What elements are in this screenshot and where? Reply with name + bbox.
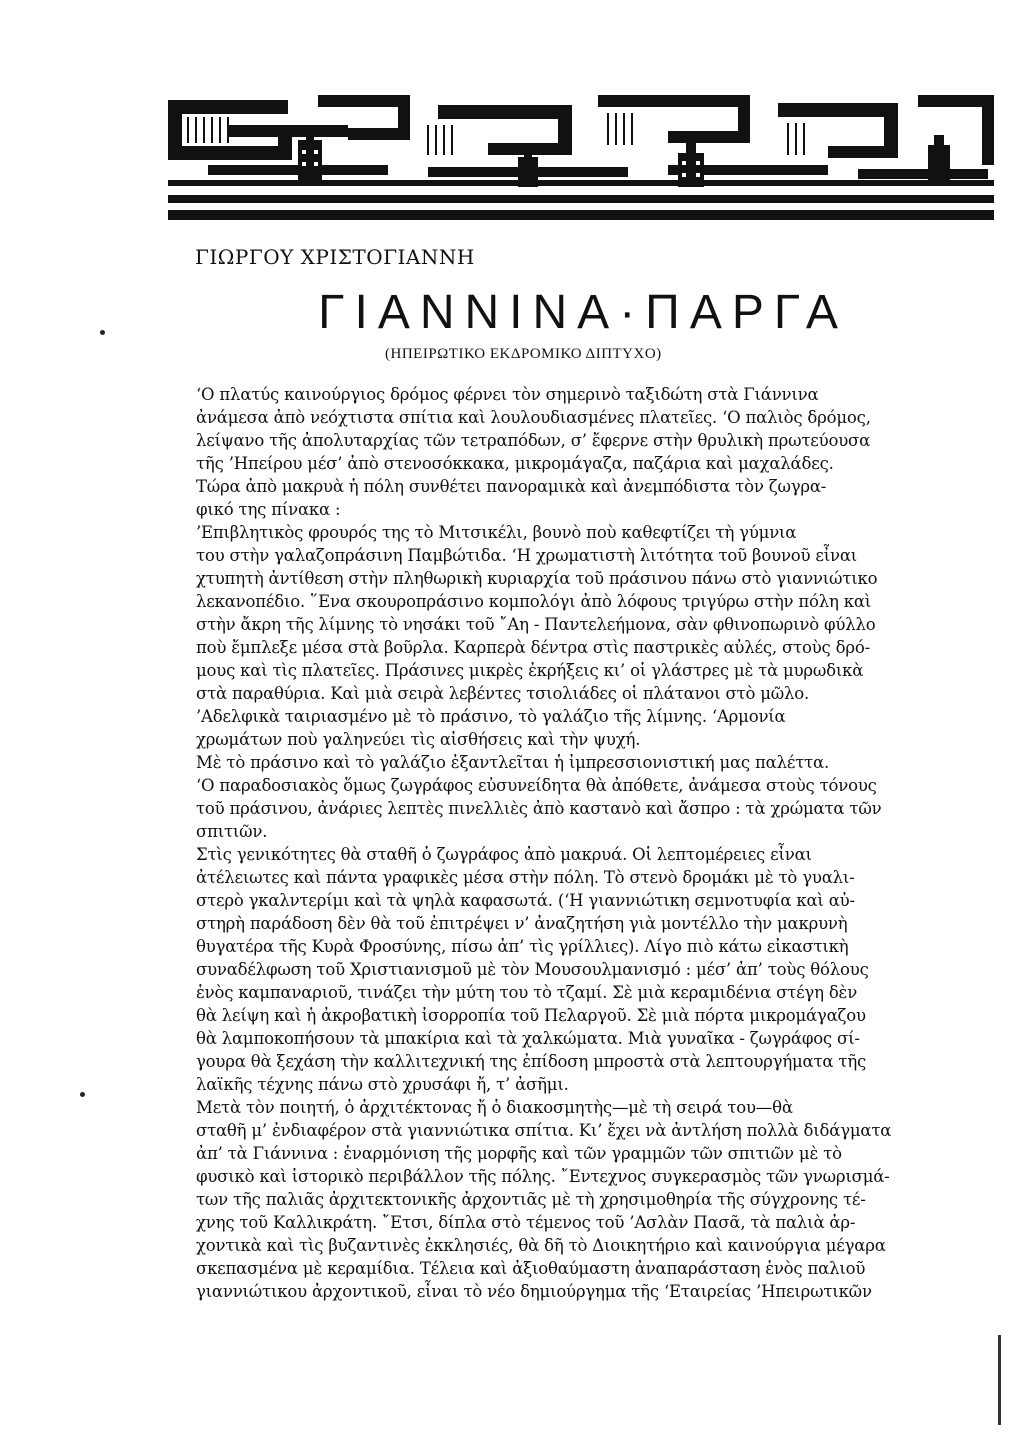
body-line: γιαννιώτικου ἀρχοντικοῦ, εἶναι τὸ νέο δημιούργημα τῆς ‘Εταιρείας ’Ηπειρωτικῶν: [196, 1282, 872, 1301]
body-line: σπιτιῶν.: [196, 822, 268, 841]
body-line: ἑνὸς καμπαναριοῦ, τινάζει τὴν μύτη του τὸ τζαμί. Σὲ μιὰ κεραμιδένια στέγη δὲν: [196, 983, 858, 1002]
body-line: χνης τοῦ Καλλικράτη. ῎Ετσι, δίπλα στὸ τέμενος τοῦ ’Ασλὰν Πασᾶ, τὰ παλιὰ ἀρ-: [196, 1213, 856, 1232]
body-line: ’Αδελφικὰ ταιριασμένο μὲ τὸ πράσινο, τὸ γαλάζιο τῆς λίμνης. ‘Αρμονία: [196, 707, 786, 726]
body-line: λαϊκῆς τέχνης πάνω στὸ χρυσάφι ἤ, τ’ ἀσῆμι.: [196, 1075, 569, 1094]
body-line: χοντικὰ καὶ τὶς βυζαντινὲς ἐκκλησιές, θὰ δῆ τὸ Διοικητήριο καὶ καινούργια μέγαρα: [196, 1236, 886, 1255]
body-line: μους καὶ τὶς πλατεῖες. Πράσινες μικρὲς ἐκρήξεις κι’ οἱ γλάστρες μὲ τὰ μυρωδικὰ: [196, 661, 864, 680]
body-line: θὰ λαμποκοπήσουν τὰ μπακίρια καὶ τὰ χαλκώματα. Μιὰ γυναῖκα - ζωγράφος σί-: [196, 1029, 860, 1048]
body-line: Μετὰ τὸν ποιητή, ὁ ἀρχιτέκτονας ἤ ὁ διακοσμητὴς—μὲ τὴ σειρά του—θὰ: [196, 1098, 793, 1117]
body-line: στὰ παραθύρια. Καὶ μιὰ σειρὰ λεβέντες τσιολιάδες οἱ πλάτανοι στὸ μῶλο.: [196, 684, 810, 703]
body-line: ἀτέλειωτες καὶ πάντα γραφικὲς μέσα στὴν πόλη. Τὸ στενὸ δρομάκι μὲ τὸ γυαλι-: [196, 868, 855, 887]
body-line: του στὴν γαλαζοπράσινη Παμβώτιδα. ‘Η χρωματιστὴ λιτότητα τοῦ βουνοῦ εἶναι: [196, 546, 858, 565]
body-line: σκεπασμένα μὲ κεραμίδια. Τέλεια καὶ ἀξιοθαύμαστη ἀναπαράσταση ἑνὸς παλιοῦ: [196, 1259, 866, 1278]
body-line: στὴν ἄκρη τῆς λίμνης τὸ νησάκι τοῦ ῎Αη - Παντελεήμονα, σὰν φθινοπωρινὸ φύλλο: [196, 615, 876, 634]
body-line: στηρὴ παράδοση δὲν θὰ τοῦ ἐπιτρέψει ν’ ἀναζητήση γιὰ μοντέλλο τὴν μακρυνὴ: [196, 914, 848, 933]
body-line: στερὸ γκαλντερίμι καὶ τὰ ψηλὰ καφασωτά. (‘Η γιαννιώτικη σεμνοτυφία καὶ αὐ-: [196, 891, 855, 910]
body-line: ‘Ο παραδοσιακὸς ὅμως ζωγράφος εὐσυνείδητα θὰ ἀπόθετε, ἀνάμεσα στοὺς τόνους: [196, 776, 877, 795]
body-line: των τῆς παλιᾶς ἀρχιτεκτονικῆς ἀρχοντιᾶς μὲ τὴ χρησιμοθηρία τῆς σύγχρονης τέ-: [196, 1190, 866, 1209]
body-line: ἀπ’ τὰ Γιάννινα : ἐναρμόνιση τῆς μορφῆς καὶ τῶν γραμμῶν τῶν σπιτιῶν μὲ τὸ: [196, 1144, 842, 1163]
body-line: φικό της πίνακα :: [196, 500, 341, 519]
margin-mark: [100, 330, 105, 335]
body-line: χτυπητὴ ἀντίθεση στὴν πληθωρικὴ κυριαρχία τοῦ πράσινου πάνω στὸ γιαννιώτικο: [196, 569, 878, 588]
article-subtitle: (ΗΠΕΙΡΩΤΙΚΟ ΕΚΔΡΟΜΙΚΟ ΔΙΠΤΥΧΟ): [385, 346, 662, 362]
body-line: σταθῆ μ’ ἐνδιαφέρον στὰ γιαννιώτικα σπίτια. Κι’ ἔχει νὰ ἀντλήση πολλὰ διδάγματα: [196, 1121, 892, 1140]
edge-mark: [998, 1335, 1001, 1425]
body-line: φυσικὸ καὶ ἱστορικὸ περιβάλλον τῆς πόλης. ῎Εντεχνος συγκερασμὸς τῶν γνωρισμά-: [196, 1167, 890, 1186]
article-title: ΓΙΑΝΝΙΝΑ·ΠΑΡΓΑ: [318, 286, 848, 339]
body-line: λείψανο τῆς ἀπολυταρχίας τῶν τετραπόδων, σ’ ἔφερνε στὴν θρυλικὴ πρωτεύουσα: [196, 431, 871, 450]
body-line: Στὶς γενικότητες θὰ σταθῆ ὁ ζωγράφος ἀπὸ μακρυά. Οἱ λεπτομέρειες εἶναι: [196, 845, 812, 864]
body-line: θὰ λείψη καὶ ἡ ἀκροβατικὴ ἰσορροπία τοῦ Πελαργοῦ. Σὲ μιὰ πόρτα μικρομάγαζου: [196, 1006, 866, 1025]
body-line: ‘Ο πλατύς καινούργιος δρόμος φέρνει τὸν σημερινὸ ταξιδώτη στὰ Γιάννινα: [196, 385, 819, 404]
body-line: συναδέλφωση τοῦ Χριστιανισμοῦ μὲ τὸν Μουσουλμανισμό : μέσ’ ἀπ’ τοὺς θόλους: [196, 960, 869, 979]
body-line: χρωμάτων ποὺ γαληνεύει τὶς αἰσθήσεις καὶ τὴν ψυχή.: [196, 730, 641, 749]
article-body: [196, 383, 964, 1303]
body-line: ἀνάμεσα ἀπὸ νεόχτιστα σπίτια καὶ λουλουδιασμένες πλατεῖες. ‘Ο παλιὸς δρόμος,: [196, 408, 871, 427]
body-line: ποὺ ἔμπλεξε μέσα στὰ βοῦρλα. Καρπερὰ δέντρα στὶς παστρικὲς αὐλές, στοὺς δρό-: [196, 638, 870, 657]
margin-mark: [80, 1092, 85, 1097]
body-line: γουρα θὰ ξεχάση τὴν καλλιτεχνική της ἐπίδοση μπροστὰ στὰ λεπτουργήματα τῆς: [196, 1052, 867, 1071]
body-line: λεκανοπέδιο. ῞Ενα σκουροπράσινο κομπολόγι ἀπὸ λόφους τριγύρω στὴν πόλη καὶ: [196, 592, 872, 611]
body-line: ’Επιβλητικὸς φρουρός της τὸ Μιτσικέλι, βουνὸ ποὺ καθεφτίζει τὴ γύμνια: [196, 523, 797, 542]
body-line: τῆς ’Ηπείρου μέσ’ ἀπὸ στενοσόκκακα, μικρομάγαζα, παζάρια καὶ μαχαλάδες.: [196, 454, 834, 473]
body-line: Τώρα ἀπὸ μακρυὰ ἡ πόλη συνθέτει πανοραμικὰ καὶ ἀνεμπόδιστα τὸν ζωγρα-: [196, 477, 827, 496]
body-line: Μὲ τὸ πράσινο καὶ τὸ γαλάζιο ἐξαντλεῖται ἡ ἰμπρεσσιονιστική μας παλέττα.: [196, 753, 830, 772]
decorative-banner-illustration: [168, 95, 994, 220]
body-line: τοῦ πράσινου, ἀνάριες λεπτὲς πινελλιὲς ἀπὸ καστανὸ καὶ ἄσπρο : τὰ χρώματα τῶν: [196, 799, 882, 818]
body-line: θυγατέρα τῆς Κυρὰ Φροσύνης, πίσω ἀπ’ τὶς γρίλλιες). Λίγο πιὸ κάτω εἰκαστικὴ: [196, 937, 849, 956]
author-name: ΓΙΩΡΓΟΥ ΧΡΙΣΤΟΓΙΑΝΝΗ: [195, 245, 475, 269]
